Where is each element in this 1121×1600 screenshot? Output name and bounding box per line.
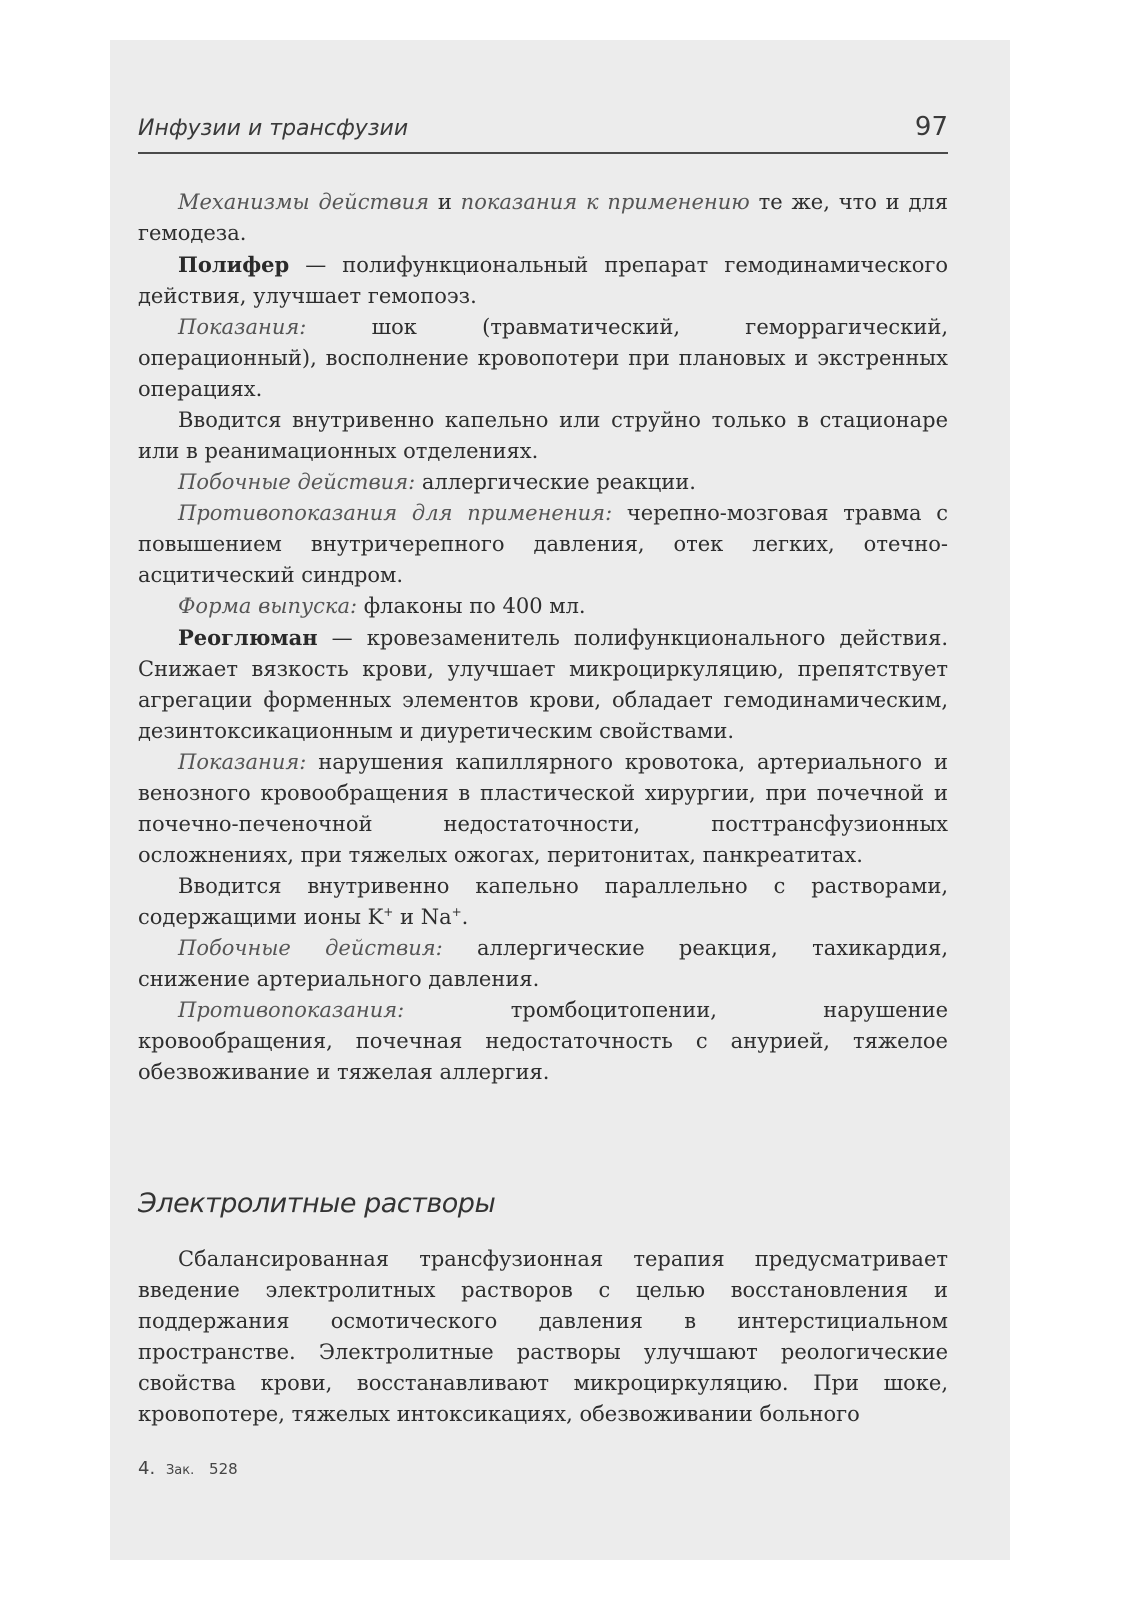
paragraph: Вводится внутривенно капельно или струйно только в стационаре или в реанимационных отделениях. <box>138 408 948 463</box>
printer-signature <box>138 1458 238 1479</box>
inline-term: Побочные действия: <box>178 936 443 960</box>
inline-term: Форма выпуска: <box>178 594 358 618</box>
section-text <box>138 1244 948 1430</box>
order-number: 528 <box>209 1460 238 1478</box>
running-title: Инфузии и трансфузии <box>138 116 409 141</box>
paragraph: Вводится внутривенно капельно параллельно с растворами, содержащими ионы K+ и Na+. <box>138 874 948 929</box>
paragraph: Реоглюман — кровезаменитель полифункционального действия. Снижает вязкость крови, улучшает микроциркуляцию, препятствует агрегации форменных элементов крови, обладает гемодинамическим, дезинтоксикационным и диуретическим свойствами. <box>138 625 948 743</box>
paragraph: Показания: нарушения капиллярного кровотока, артериального и венозного кровообращения в пластической хирургии, при почечной и почечно-печеночной недостаточности, посттрансфузионных осложнениях, при тяжелых ожогах, перитонитах, панкреатитах. <box>138 750 948 867</box>
inline-term: Показания: <box>178 315 307 339</box>
paragraph: Побочные действия: аллергические реакции. <box>178 470 696 494</box>
section-heading: Электролитные растворы <box>138 1188 496 1219</box>
paragraph: Противопоказания для применения: черепно-мозговая травма с повышением внутричерепного давления, отек легких, отечно-асцитический синдром. <box>138 501 948 587</box>
paragraph: Механизмы действия и показания к применению те же, что и для гемодеза. <box>138 190 948 245</box>
running-header <box>138 112 948 154</box>
paragraph: Противопоказания: тромбоцитопении, нарушение кровообращения, почечная недостаточность с анурией, тяжелое обезвоживание и тяжелая аллергия. <box>138 998 948 1084</box>
paragraph: Сбалансированная трансфузионная терапия предусматривает введение электролитных растворов с целью восстановления и поддержания осмотического давления в интерстициальном пространстве. Электролитные растворы улучшают реологические свойства крови, восстанавливают микроциркуляцию. При шоке, кровопотере, тяжелых интоксикациях, обезвоживании больного <box>138 1247 948 1426</box>
inline-term: Механизмы действия <box>178 190 430 214</box>
inline-term: Противопоказания: <box>178 998 405 1022</box>
paragraph: Показания: шок (травматический, геморрагический, операционный), восполнение кровопотери при плановых и экстренных операциях. <box>138 315 948 401</box>
drug-name: Полифер <box>178 252 290 277</box>
inline-term: Противопоказания для применения: <box>178 501 613 525</box>
paragraph: Форма выпуска: флаконы по 400 мл. <box>178 594 586 618</box>
page-number: 97 <box>914 112 948 142</box>
paragraph: Полифер — полифункциональный препарат гемодинамического действия, улучшает гемопоэз. <box>138 252 948 308</box>
order-label: Зак. <box>165 1463 195 1478</box>
inline-term: Показания: <box>178 750 307 774</box>
paragraph: Побочные действия: аллергические реакция, тахикардия, снижение артериального давления. <box>138 936 948 991</box>
drug-name: Реоглюман <box>178 625 318 650</box>
body-text <box>138 187 948 1088</box>
inline-term: показания к применению <box>460 190 750 214</box>
signature-number: 4. <box>138 1458 156 1479</box>
inline-term: Побочные действия: <box>178 470 416 494</box>
